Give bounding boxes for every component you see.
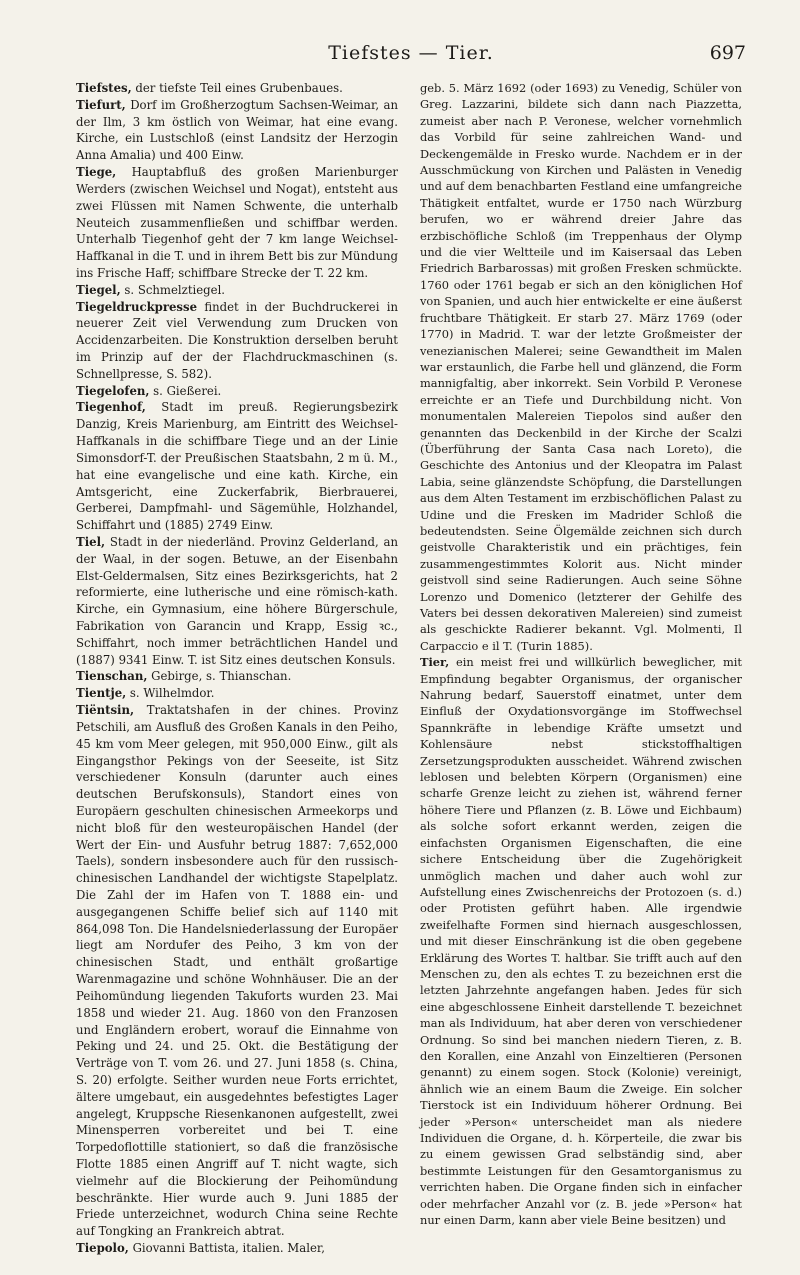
dictionary-entry bbox=[76, 80, 398, 97]
dictionary-entry bbox=[76, 1240, 398, 1257]
running-header bbox=[76, 42, 746, 68]
entry-lemma: Tiegelofen, bbox=[76, 383, 150, 398]
dictionary-entry bbox=[76, 702, 398, 1240]
dictionary-entry bbox=[76, 668, 398, 685]
entry-text: ein meist frei und willkürlich beweglicher, mit Empfindung begabter Organismus, der organischer Nahrung bedarf, Sauerstoff einatmet, unter dem Einfluß der Oxydationsvorgänge im Stoffwechsel Spannkräfte in lebendige Kräfte umsetzt und Kohlensäure nebst stickstoffhaltigen Zersetzungsprodukten ausscheidet. Während zwischen leblosen und belebten Körpern (Organismen) eine scharfe Grenze leicht zu ziehen ist, während ferner höhere Tiere und Pflanzen (z. B. Löwe und Eichbaum) als solche sofort erkannt werden, zeigen die einfachsten Organismen Eigenschaften, die eine sichere Entscheidung über die Zugehörigkeit unmöglich machen und daher auch wohl zur Aufstellung eines Zwischenreichs der Protozoen (s. d.) oder Protisten geführt haben. Alle irgendwie zweifelhafte Formen sind hiernach ausgeschlossen, und mit dieser Einschränkung ist die oben gegebene Erklärung des Wortes T. haltbar. Sie trifft auch auf den Menschen zu, den als echtes T. zu bezeichnen erst die letzten Jahrzehnte angefangen haben. Jedes für sich eine abgeschlossene Einheit darstellende T. bezeichnet man als Individuum, hat aber deren von verschiedener Ordnung. So sind bei manchen niedern Tieren, z. B. den Korallen, eine Anzahl von Einzeltieren (Personen genannt) zu einem sogen. Stock (Kolonie) vereinigt, ähnlich wie an einem Baum die Zweige. Ein solcher Tierstock ist ein Individuum höherer Ordnung. Bei jeder »Person« unterscheidet man als niedere Individuen die Organe, d. h. Körperteile, die zwar bis zu einem gewissen Grad selbständig sind, aber bestimmte Leistungen für den Gesamtorganismus zu verrichten haben. Die Organe finden sich in einfacher oder mehrfacher Anzahl vor (z. B. jede »Person« hat nur einen Darm, kann aber viele Beine besitzen) und bbox=[420, 655, 742, 1228]
entry-lemma: Tiepolo, bbox=[76, 1241, 129, 1256]
entry-lemma: Tientje, bbox=[76, 686, 127, 701]
entry-text: der tiefste Teil eines Grubenbaues. bbox=[135, 81, 343, 95]
entry-lemma: Tiegenhof, bbox=[76, 400, 146, 415]
entry-lemma: Tiefstes, bbox=[76, 81, 132, 95]
entry-lemma: Tiege, bbox=[76, 165, 117, 180]
dictionary-entry bbox=[76, 282, 398, 299]
page-number: 697 bbox=[709, 42, 746, 64]
entry-lemma: Tiegel, bbox=[76, 282, 121, 297]
entry-text: Stadt im preuß. Regierungsbezirk Danzig, Kreis Marienburg, am Eintritt des Weichsel-Haffkanals in die schiffbare Tiege und an der Linie Simonsdorf-T. der Preußischen Staatsbahn, 2 m ü. M., hat eine evangelische und eine kath. Kirche, ein Amtsgericht, eine Zuckerfabrik, Bierbrauerei, Gerberei, Dampfmahl- und Sägemühle, Holzhandel, Schiffahrt und (1885) 2749 Einw. bbox=[76, 400, 398, 533]
dictionary-entry bbox=[76, 164, 398, 282]
entry-text: Stadt in der niederländ. Provinz Gelderland, an der Waal, in der sogen. Betuwe, an der Eisenbahn Elst-Geldermalsen, Sitz eines Bezirksgerichts, hat 2 reformierte, eine lutherische und eine römisch-kath. Kirche, ein Gymnasium, eine höhere Bürgerschule, Fabrikation von Garancin und Krapp, Essig ꝛc., Schiffahrt, noch immer beträchtlichen Handel und (1887) 9341 Einw. T. ist Sitz eines deutschen Konsuls. bbox=[76, 534, 398, 667]
dictionary-entry bbox=[76, 299, 398, 383]
dictionary-entry bbox=[420, 654, 742, 1228]
running-title: Tiefstes — Tier. bbox=[328, 42, 494, 64]
entry-lemma: Tiel, bbox=[76, 534, 106, 549]
dictionary-entry bbox=[420, 80, 742, 654]
entry-text: Traktatshafen in der chines. Provinz Petschili, am Ausfluß des Großen Kanals in den Peiho, 45 km vom Meer gelegen, mit 950,000 Einw., gilt als Eingangsthor Pekings von der Seeseite, ist Sitz verschiedener Konsuln (darunter auch eines deutschen Berufskonsuls), Standort eines von Europäern geschulten chinesischen Armeekorps und nicht bloß für den westeuropäischen Handel (der Wert der Ein- und Ausfuhr betrug 1887: 7,652,000 Taels), sondern insbesondere auch für den russisch-chinesischen Landhandel der wichtigste Stapelplatz. Die Zahl der im Hafen von T. 1888 ein- und ausgegangenen Schiffe belief sich auf 1140 mit 864,098 Ton. Die Handelsniederlassung der Europäer liegt am Nordufer des Peiho, 3 km von der chinesischen Stadt, und enthält großartige Warenmagazine und schöne Wohnhäuser. Die an der Peihomündung liegenden Takuforts wurden 23. Mai 1858 und wieder 21. Aug. 1860 von den Franzosen und Engländern erobert, worauf die Einnahme von Peking und 24. und 25. Okt. die Bestätigung der Verträge von T. vom 26. und 27. Juni 1858 (s. China, S. 20) erfolgte. Seither wurden neue Forts errichtet, ältere umgebaut, ein ausgedehntes befestigtes Lager angelegt, Kruppsche Riesenkanonen aufgestellt, zwei Minensperren vorbereitet und bei T. eine Torpedoflottille stationiert, so daß die französische Flotte 1885 einen Angriff auf T. nicht wagte, sich vielmehr auf die Blockierung der Peihomündung beschränkte. Hier wurde auch 9. Juni 1885 der Friede unterzeichnet, wodurch China seine Rechte auf Tongking an Frankreich abtrat. bbox=[76, 703, 399, 1239]
entry-text: geb. 5. März 1692 (oder 1693) zu Venedig, Schüler von Greg. Lazzarini, bildete sich dann nach Piazzetta, zumeist aber nach P. Veronese, welcher vornehmlich das Vorbild für seine zahlreichen Wand- und Deckengemälde in Fresko wurde. Nachdem er in der Ausschmückung von Kirchen und Palästen in Venedig und auf dem benachbarten Festland eine umfangreiche Thätigkeit entfaltet, wurde er 1750 nach Würzburg berufen, wo er während dreier Jahre das erzbischöfliche Schloß (im Treppenhaus der Olymp und die vier Weltteile und im Kaisersaal das Leben Friedrich Barbarossas) mit großen Fresken schmückte. 1760 oder 1761 begab er sich an den königlichen Hof von Spanien, und auch hier entwickelte er eine äußerst fruchtbare Thätigkeit. Er starb 27. März 1769 (oder 1770) in Madrid. T. war der letzte Großmeister der venezianischen Malerei; seine Gewandtheit im Malen war erstaunlich, die Farbe hell und glänzend, die Form mannigfaltig, aber inkorrekt. Sein Vorbild P. Veronese erreichte er an Tiefe und Durchbildung nicht. Von monumentalen Malereien Tiepolos sind außer den genannten das Deckenbild in der Kirche der Scalzi (Überführung der Santa Casa nach Loreto), die Geschichte des Antonius und der Kleopatra im Palast Labia, seine glänzendste Schöpfung, die Darstellungen aus dem Alten Testament im erzbischöflichen Palast zu Udine und die Fresken im Madrider Schloß die bedeutendsten. Seine Ölgemälde zeichnen sich durch geistvolle Charakteristik und ein prächtiges, fein zusammengestimmtes Kolorit aus. Nicht minder geistvoll sind seine Radierungen. Auch seine Söhne Lorenzo und Domenico (letzterer der Gehilfe des Vaters bei dessen dekorativen Malereien) sind zumeist als geschickte Radierer bekannt. Vgl. Molmenti, Il Carpaccio e il T. (Turin 1885). bbox=[420, 81, 742, 653]
entry-lemma: Tiegeldruckpresse bbox=[76, 299, 198, 314]
entry-text: s. Wilhelmdor. bbox=[129, 686, 215, 701]
entry-text: Gebirge, s. Thianschan. bbox=[151, 669, 292, 684]
dictionary-entry bbox=[76, 383, 398, 400]
entry-text: Dorf im Großherzogtum Sachsen-Weimar, an der Ilm, 3 km östlich von Weimar, hat eine evang. Kirche, ein Lustschloß (einst Landsitz der Herzogin Anna Amalia) und 400 Einw. bbox=[76, 97, 398, 163]
entry-lemma: Tiëntsin, bbox=[76, 703, 135, 718]
right-column bbox=[420, 80, 742, 1228]
entry-text: Hauptabfluß des großen Marienburger Werders (zwischen Weichsel und Nogat), entsteht aus zwei Flüssen mit Namen Schwente, die unterhalb Neuteich zusammenfließen und schiffbar werden. Unterhalb Tiegenhof geht der 7 km lange Weichsel-Haffkanal in die T. und in ihrem Bett bis zur Mündung ins Frische Haff; schiffbare Strecke der T. 22 km. bbox=[76, 165, 398, 280]
entry-lemma: Tienschan, bbox=[76, 669, 148, 684]
entry-lemma: Tier, bbox=[420, 655, 450, 670]
entry-lemma: Tiefurt, bbox=[76, 97, 126, 112]
dictionary-entry bbox=[76, 399, 398, 534]
dictionary-entry bbox=[76, 97, 398, 164]
dictionary-entry bbox=[76, 534, 398, 669]
dictionary-entry bbox=[76, 685, 398, 702]
entry-text: findet in der Buchdruckerei in neuerer Zeit viel Verwendung zum Drucken von Accidenzarbeiten. Die Konstruktion derselben beruht im Prinzip auf der der Flachdruckmaschinen (s. Schnellpresse, S. 582). bbox=[76, 299, 398, 381]
entry-text: s. Schmelztiegel. bbox=[124, 282, 226, 297]
left-column bbox=[76, 80, 398, 1257]
entry-text: Giovanni Battista, italien. Maler, bbox=[132, 1241, 325, 1256]
entry-text: s. Gießerei. bbox=[153, 383, 222, 398]
